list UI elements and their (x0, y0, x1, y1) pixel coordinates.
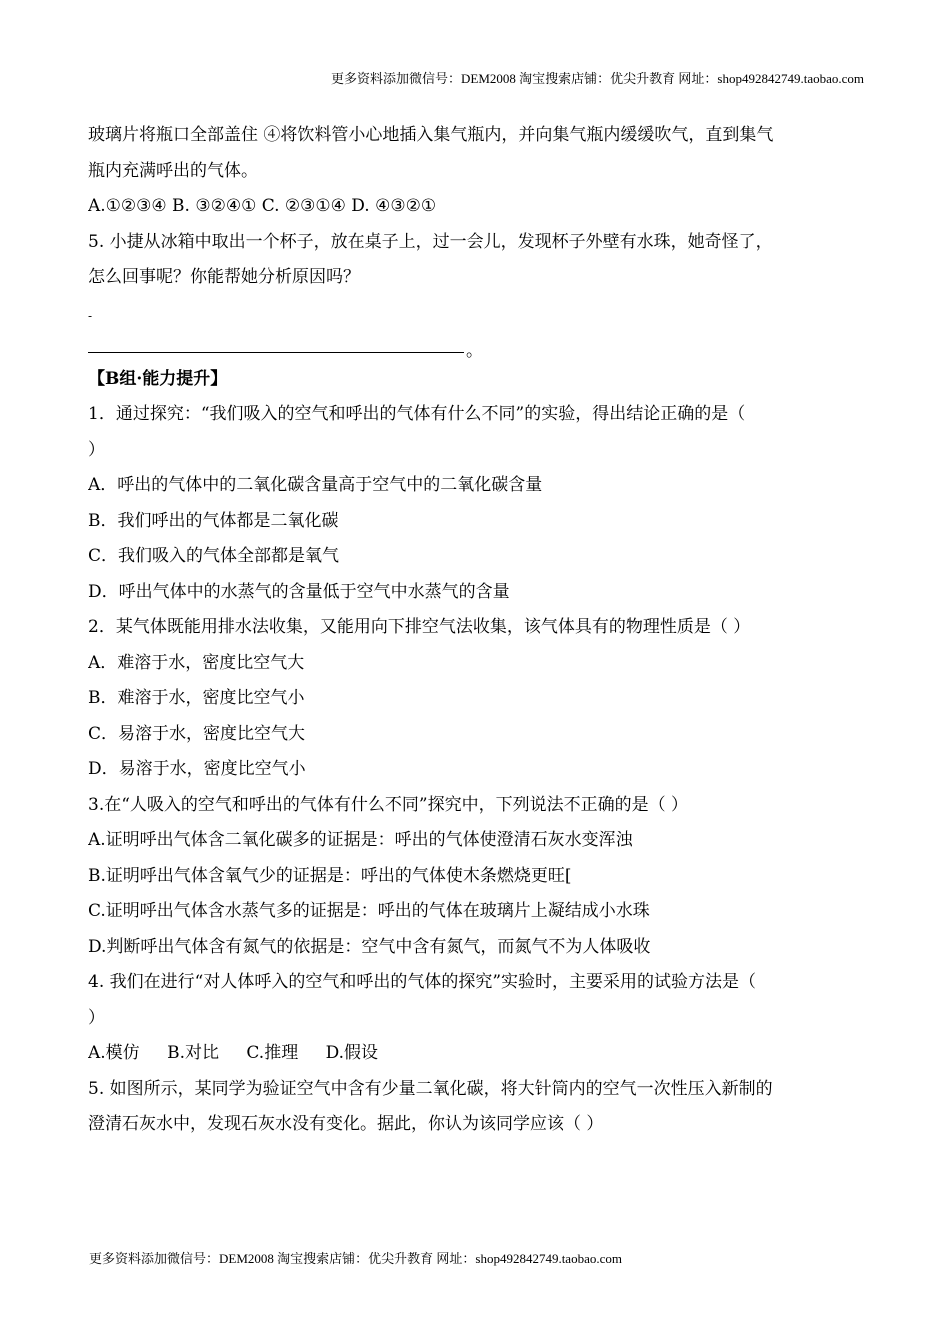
question-a4-continuation-line2: 瓶内充满呼出的气体。 (88, 160, 258, 181)
question-b1-option-a: A．呼出的气体中的二氧化碳含量高于空气中的二氧化碳含量 (88, 475, 543, 495)
question-b2-option-c: C．易溶于水，密度比空气大 (88, 723, 306, 744)
question-b2-stem: 2．某气体既能用排水法收集，又能用向下排空气法收集，该气体具有的物理性质是（ ） (88, 617, 751, 637)
question-a4-continuation-line1: 玻璃片将瓶口全部盖住 ④将饮料管小心地插入集气瓶内，并向集气瓶内缓缓吹气，直到集气 (88, 125, 774, 145)
question-b4-option-a: A.模仿 (88, 1043, 140, 1063)
question-b2-option-d: D．易溶于水，密度比空气小 (88, 759, 306, 779)
question-b4-stem-line2: ） (88, 1007, 105, 1028)
question-b3-option-a: A.证明呼出气体含二氧化碳多的证据是：呼出的气体使澄清石灰水变浑浊 (88, 830, 633, 850)
question-b5-stem-line1: 5. 如图所示，某同学为验证空气中含有少量二氧化碳，将大针筒内的空气一次性压入新制的 (88, 1078, 773, 1099)
question-b2-option-a: A．难溶于水，密度比空气大 (88, 652, 305, 673)
answer-dash: - (88, 308, 93, 323)
document-body (88, 118, 866, 1143)
question-b1-stem-line2: ） (88, 439, 105, 460)
question-b1-option-b: B．我们呼出的气体都是二氧化碳 (88, 510, 339, 531)
question-b4-option-d: D.假设 (325, 1043, 379, 1063)
answer-period: 。 (466, 340, 483, 361)
question-b1-option-c: C．我们吸入的气体全部都是氧气 (88, 546, 340, 566)
question-a5-stem-line1: 5. 小捷从冰箱中取出一个杯子，放在桌子上，过一会儿，发现杯子外壁有水珠，她奇怪了， (88, 231, 773, 252)
question-b3-stem: 3.在“人吸入的空气和呼出的气体有什么不同”探究中，下列说法不正确的是（ ） (88, 794, 689, 815)
question-b3-option-d: D.判断呼出气体含有氮气的依据是：空气中含有氮气，而氮气不为人体吸收 (88, 936, 651, 957)
question-b4-stem-line1: 4. 我们在进行“对人体呼入的空气和呼出的气体的探究”实验时，主要采用的试验方法是（ (88, 972, 757, 992)
answer-underline (88, 352, 464, 353)
page-header: 更多资料添加微信号：DEM2008 淘宝搜索店铺：优尖升教育 网址：shop492842749.taobao.com (331, 71, 864, 86)
section-b-title: 【B组·能力提升】 (88, 368, 228, 389)
question-b4-option-c: C.推理 (246, 1043, 299, 1063)
page-footer: 更多资料添加微信号：DEM2008 淘宝搜索店铺：优尖升教育 网址：shop492842749.taobao.com (89, 1251, 622, 1266)
question-a5-stem-line2: 怎么回事呢？你能帮她分析原因吗？ (88, 267, 360, 287)
question-a4-options: A.①②③④ B. ③②④① C. ②③①④ D. ④③②① (88, 196, 437, 216)
answer-blank (88, 332, 866, 362)
question-b2-option-b: B．难溶于水，密度比空气小 (88, 688, 305, 708)
question-b4-options (88, 1036, 866, 1072)
question-b5-stem-line2: 澄清石灰水中，发现石灰水没有变化。据此，你认为该同学应该（ ） (88, 1114, 604, 1134)
question-b3-option-b: B.证明呼出气体含氧气少的证据是：呼出的气体使木条燃烧更旺[ (88, 865, 572, 886)
question-b3-option-c: C.证明呼出气体含水蒸气多的证据是：呼出的气体在玻璃片上凝结成小水珠 (88, 901, 650, 921)
question-b1-option-d: D．呼出气体中的水蒸气的含量低于空气中水蒸气的含量 (88, 581, 510, 602)
question-b1-stem-line1: 1．通过探究：“我们吸入的空气和呼出的气体有什么不同”的实验，得出结论正确的是（ (88, 404, 746, 424)
question-b4-option-b: B.对比 (167, 1043, 219, 1063)
